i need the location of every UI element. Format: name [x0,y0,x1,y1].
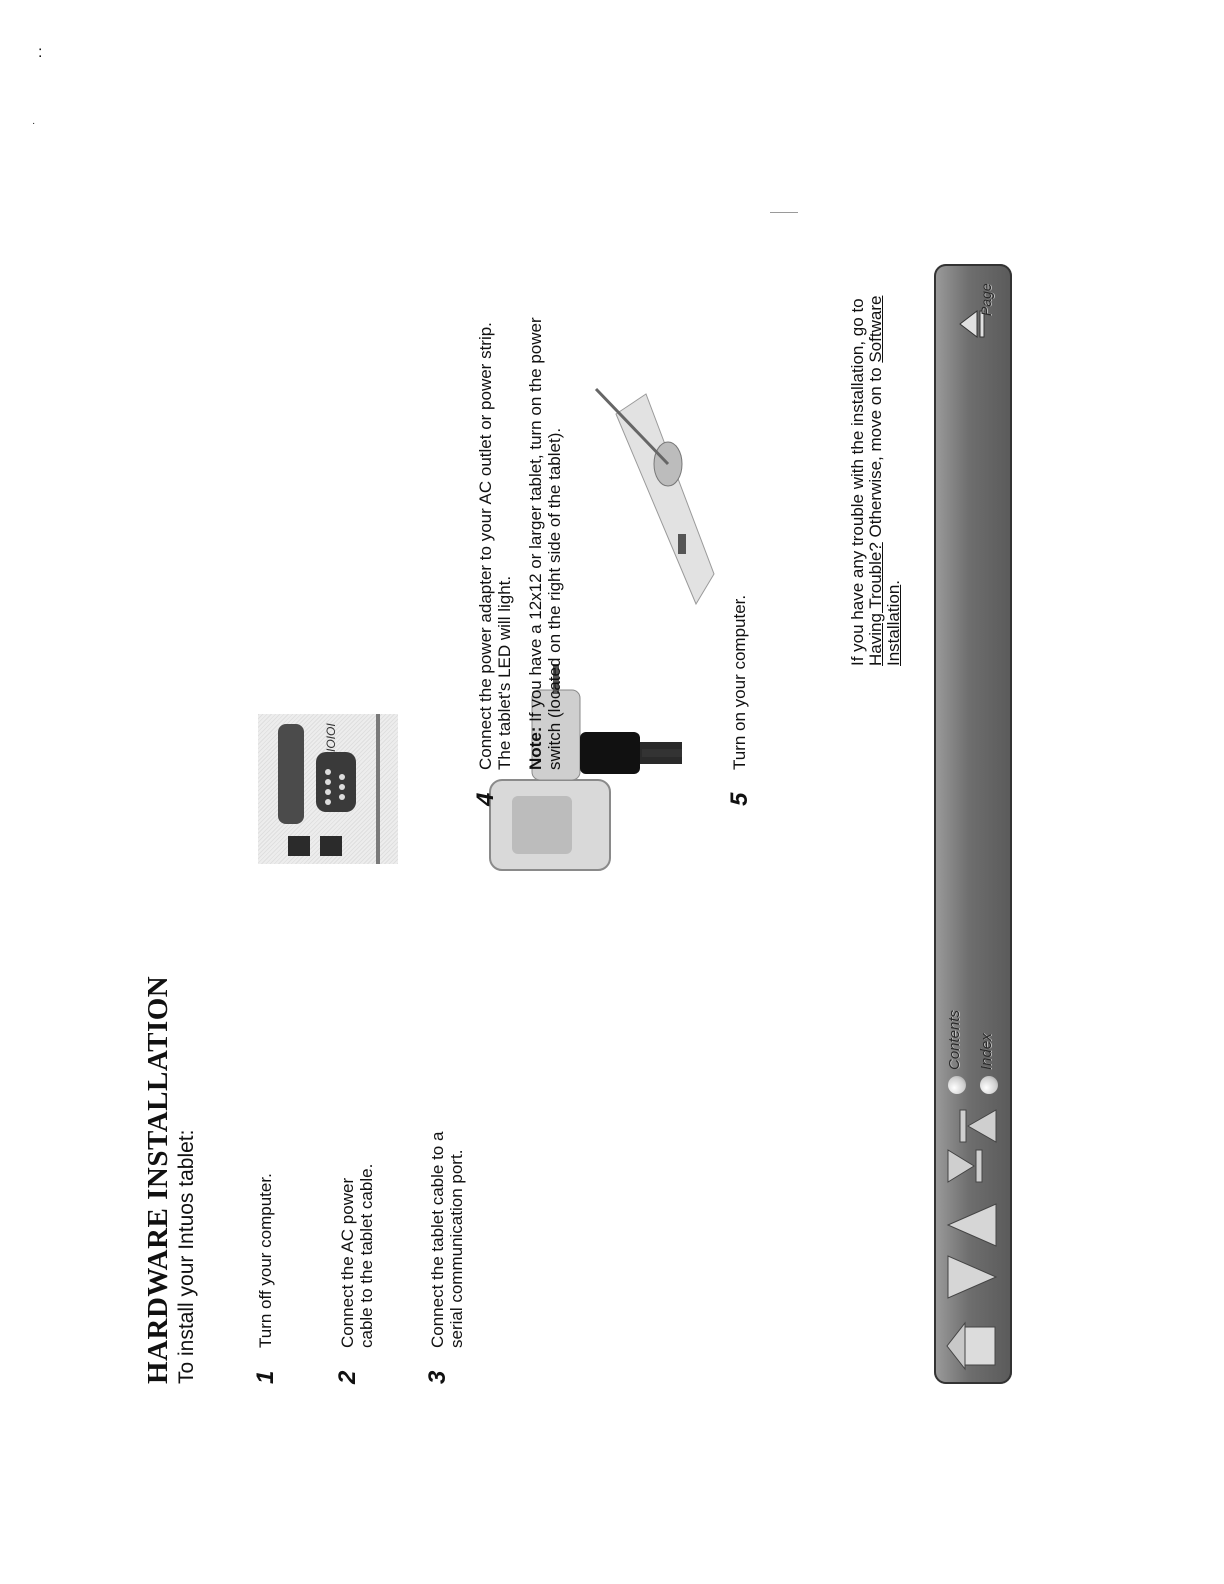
page-title: HARDWARE INSTALLATION [142,975,174,1384]
step-note [526,310,564,770]
step-number: 4 [472,792,499,806]
triangle-back-icon [946,1254,998,1300]
step-text: Connect the AC power cable to the tablet cable. [338,1163,376,1348]
closing-text: If you have any trouble with the installation, go to [848,298,867,666]
scan-mark: · [32,118,36,129]
step-number: 1 [252,1370,279,1384]
step-5 [726,470,753,806]
next-page-button[interactable] [944,1200,1000,1250]
page-label: Page [978,283,994,316]
scan-mark: : [38,44,43,61]
tablet-switch-photo [586,384,716,614]
step-3 [424,1118,466,1384]
first-page-button[interactable] [944,1146,1000,1186]
last-page-button[interactable] [944,1106,1000,1146]
home-button[interactable] [942,1318,1002,1374]
step-number: 2 [334,1370,361,1384]
skip-back-icon [946,1148,998,1184]
home-icon [945,1321,999,1371]
triangle-forward-icon [946,1202,998,1248]
skip-forward-icon [946,1108,998,1144]
step-1 [252,1168,279,1384]
step-number: 3 [424,1370,451,1384]
step-2 [334,1162,376,1384]
step-number: 5 [726,792,753,806]
step-text: Turn off your computer. [256,1173,275,1348]
port-label: IOIOI [324,723,338,752]
step-4 [472,310,564,806]
page-subtitle: To install your Intuos tablet: [175,1129,198,1384]
note-label: Note: [526,726,545,770]
serial-port-photo [258,714,398,864]
closing-paragraph [849,266,903,666]
having-trouble-link[interactable]: Having Trouble? [866,542,885,666]
note-text: If you have a 12x12 or larger tablet, turn on the power switch (located on the right side of the tablet). [526,317,564,770]
step-text: Connect the power adapter to your AC outlet or power strip. The tablet's LED will light. [476,322,514,770]
step-text: Connect the tablet cable to a serial communication port. [428,1131,466,1348]
navigation-toolbar [934,264,1012,1384]
software-installation-link[interactable]: Software Installation [866,295,903,666]
previous-page-button[interactable] [944,1252,1000,1302]
index-label: Index [978,1033,995,1070]
contents-label: Contents [946,1009,963,1070]
bullet-icon [980,1076,998,1094]
power-switch-icon [586,384,716,614]
closing-text: Otherwise, move on to [866,362,885,543]
step-text: Turn on your computer. [730,594,749,770]
index-button[interactable] [974,974,1004,1094]
closing-text: . [884,579,903,585]
contents-button[interactable] [942,974,972,1094]
bullet-icon [948,1076,966,1094]
